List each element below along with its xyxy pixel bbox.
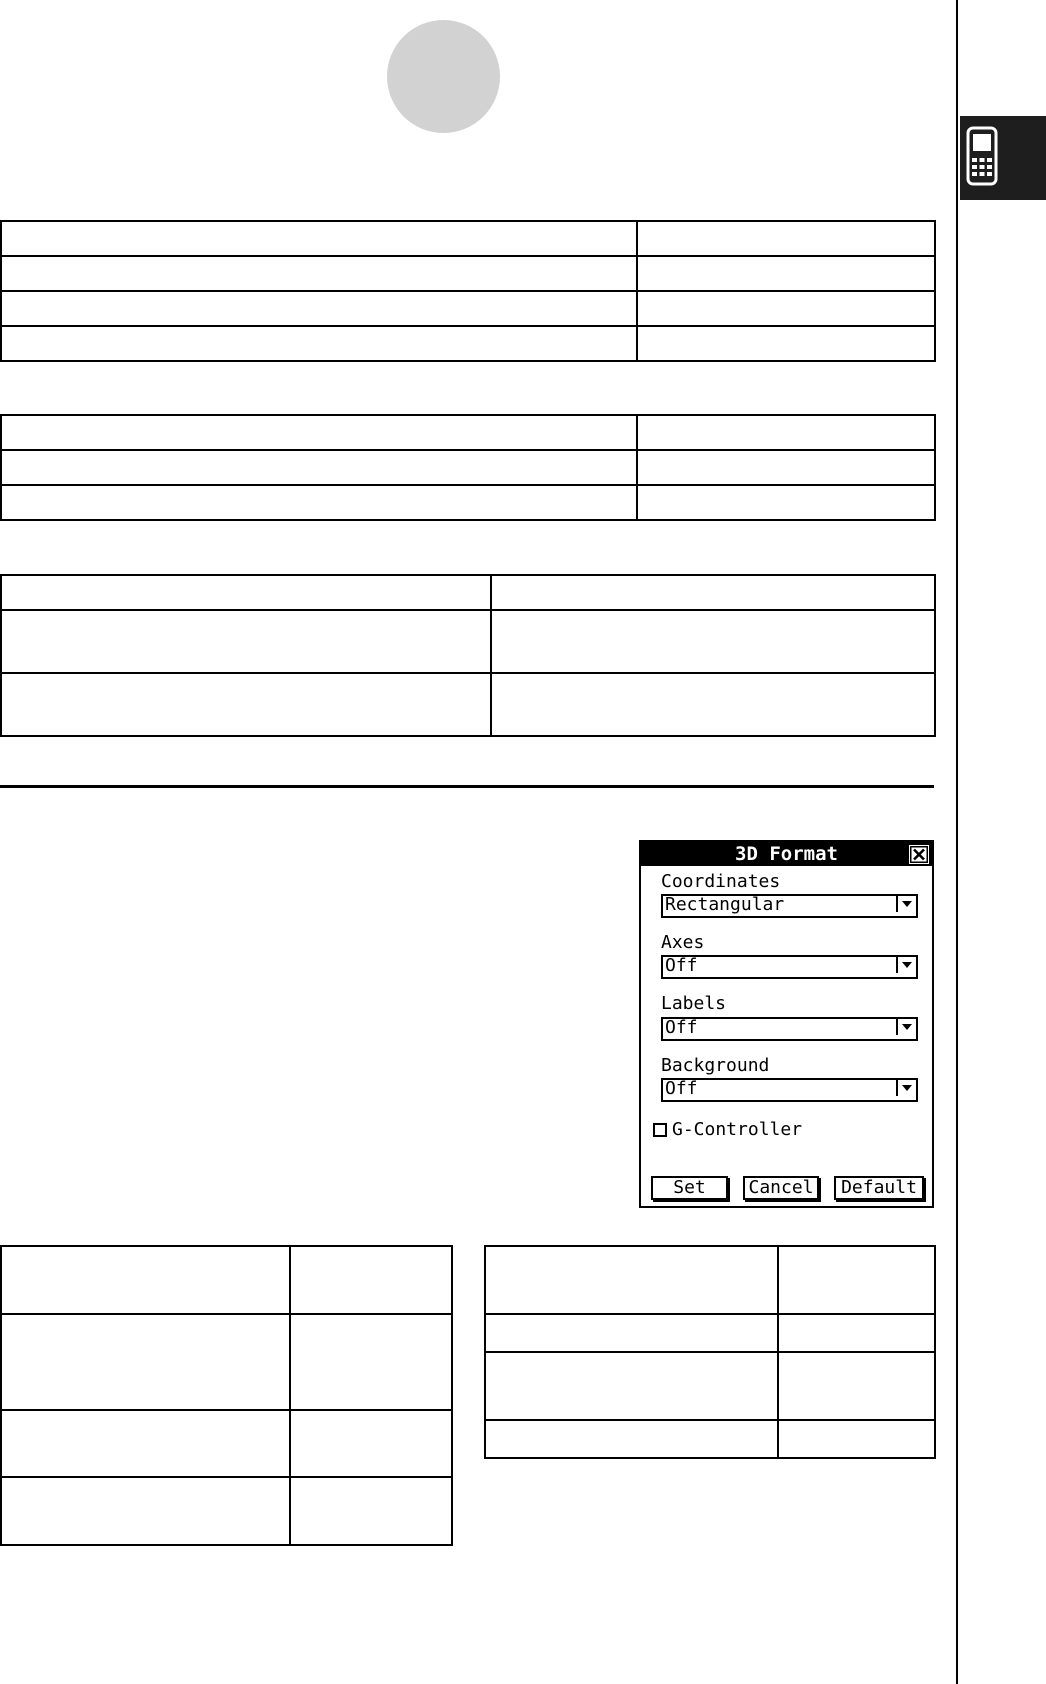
close-button[interactable] <box>909 845 929 864</box>
table-row <box>1 575 935 610</box>
table-cell <box>1 326 637 361</box>
close-icon <box>910 846 928 863</box>
g-controller-checkbox[interactable] <box>653 1123 667 1137</box>
table-cell <box>1 1410 290 1477</box>
chevron-down-icon[interactable] <box>896 1080 916 1096</box>
table-cell <box>290 1246 452 1314</box>
chevron-down-icon[interactable] <box>896 896 916 912</box>
table-cell <box>1 450 637 485</box>
classpad-calculator-icon <box>964 126 1000 188</box>
background-select[interactable] <box>661 1078 918 1102</box>
table-row <box>485 1314 935 1352</box>
axes-value: Off <box>665 955 698 976</box>
table-cell <box>1 575 491 610</box>
table-row <box>485 1352 935 1420</box>
settings-table-1 <box>0 220 936 362</box>
table-cell <box>1 1477 290 1545</box>
table-cell <box>290 1314 452 1410</box>
table-cell <box>1 256 637 291</box>
table-cell <box>491 610 935 673</box>
table-row <box>1 610 935 673</box>
table-row <box>1 291 935 326</box>
g-controller-label: G-Controller <box>672 1119 803 1140</box>
dialog-title: 3D Format <box>641 842 932 866</box>
axes-label: Axes <box>661 932 705 953</box>
table-cell <box>637 485 935 520</box>
table-cell <box>1 485 637 520</box>
table-cell <box>1 221 637 256</box>
settings-table-5 <box>484 1245 936 1459</box>
table-row <box>1 673 935 736</box>
chapter-side-tab <box>960 116 1046 200</box>
table-row <box>1 485 935 520</box>
table-row <box>1 1246 452 1314</box>
3d-format-dialog <box>639 840 934 1208</box>
cancel-button[interactable]: Cancel <box>743 1176 819 1200</box>
table-cell <box>637 450 935 485</box>
table-row <box>1 450 935 485</box>
default-button[interactable]: Default <box>834 1176 924 1200</box>
table-row <box>1 256 935 291</box>
section-divider <box>0 785 934 788</box>
table-cell <box>637 415 935 450</box>
table-cell <box>491 673 935 736</box>
table-cell <box>778 1246 935 1314</box>
table-cell <box>778 1314 935 1352</box>
labels-value: Off <box>665 1017 698 1038</box>
table-row <box>1 1410 452 1477</box>
chevron-down-icon[interactable] <box>896 1019 916 1035</box>
table-row <box>1 415 935 450</box>
table-cell <box>1 1246 290 1314</box>
coordinates-value: Rectangular <box>665 894 785 915</box>
table-row <box>1 221 935 256</box>
table-cell <box>290 1410 452 1477</box>
table-cell <box>778 1352 935 1420</box>
background-value: Off <box>665 1078 698 1099</box>
table-cell <box>1 610 491 673</box>
table-cell <box>637 256 935 291</box>
coordinates-label: Coordinates <box>661 871 781 892</box>
table-cell <box>485 1420 778 1458</box>
table-row <box>1 326 935 361</box>
table-cell <box>1 673 491 736</box>
labels-select[interactable] <box>661 1017 918 1041</box>
table-cell <box>637 291 935 326</box>
table-cell <box>290 1477 452 1545</box>
coordinates-select[interactable] <box>661 894 918 918</box>
background-label: Background <box>661 1055 770 1076</box>
table-cell <box>637 221 935 256</box>
table-cell <box>778 1420 935 1458</box>
table-row <box>485 1246 935 1314</box>
settings-table-2 <box>0 414 936 521</box>
chevron-down-icon[interactable] <box>896 957 916 973</box>
set-button[interactable]: Set <box>651 1176 728 1200</box>
margin-rule <box>956 0 958 1684</box>
table-cell <box>485 1314 778 1352</box>
table-cell <box>1 1314 290 1410</box>
table-cell <box>491 575 935 610</box>
table-cell <box>1 415 637 450</box>
table-cell <box>485 1352 778 1420</box>
settings-table-3 <box>0 574 936 737</box>
table-cell <box>1 291 637 326</box>
table-cell <box>637 326 935 361</box>
table-cell <box>485 1246 778 1314</box>
labels-label: Labels <box>661 993 727 1014</box>
table-row <box>1 1477 452 1545</box>
settings-table-4 <box>0 1245 453 1546</box>
table-row <box>1 1314 452 1410</box>
table-row <box>485 1420 935 1458</box>
chapter-number-circle <box>387 20 500 133</box>
axes-select[interactable] <box>661 955 918 979</box>
